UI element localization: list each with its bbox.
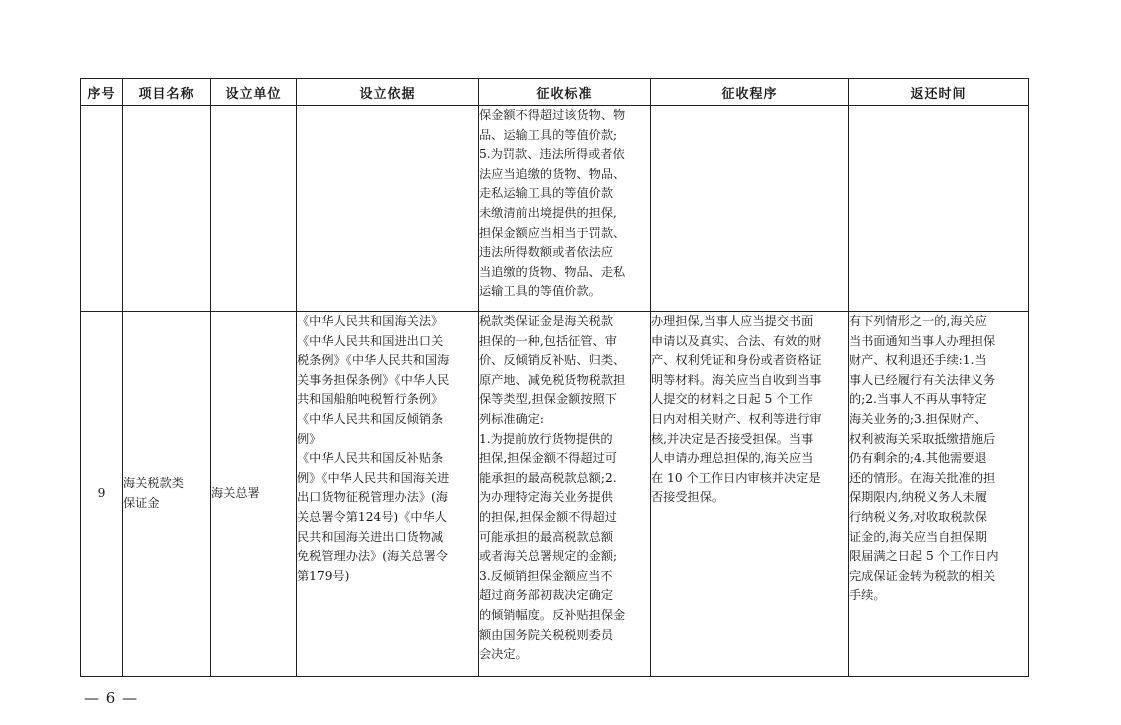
cell-legal-basis bbox=[297, 106, 479, 312]
header-return-time: 返还时间 bbox=[849, 79, 1029, 106]
header-item-name: 项目名称 bbox=[123, 79, 211, 106]
cell-collection-standard: 税款类保证金是海关税款 担保的一种,包括征管、审 价、反倾销反补贴、归类、 原产地、减免税货物税款担 保等类型,担保金额按照下 列标准确定: 1.为提前放行货物提供的 担保,担保金额不得超过可 能承担的最高税款总额;2. 为办理特定海关业务提供 的担保,担保金额不得超过 可能承担的最高税款总额 或者海关总署规定的金额; 3.反倾销担保金额应当不 超过商务部初裁决定确定 的倾销幅度。反补贴担保金 额由国务院关税税则委员 会决定。 bbox=[479, 312, 651, 677]
cell-item-name bbox=[123, 106, 211, 312]
cell-item-name: 海关税款类 保证金 bbox=[123, 312, 211, 677]
fee-table bbox=[80, 78, 1029, 677]
header-issuing-unit: 设立单位 bbox=[211, 79, 297, 106]
header-legal-basis: 设立依据 bbox=[297, 79, 479, 106]
header-collection-procedure: 征收程序 bbox=[651, 79, 849, 106]
cell-collection-procedure: 办理担保,当事人应当提交书面 申请以及真实、合法、有效的财 产、权利凭证和身份或者资格证 明等材料。海关应当自收到当事 人提交的材料之日起 5 个工作 日内对相关财产、权利等进行审 核,并决定是否接受担保。当事 人申请办理总担保的,海关应当 在 10 个工作日内审核并决定是 否接受担保。 bbox=[651, 312, 849, 677]
cell-serial bbox=[81, 106, 123, 312]
table-row bbox=[81, 106, 1029, 312]
header-row bbox=[81, 79, 1029, 106]
cell-serial: 9 bbox=[81, 312, 123, 677]
cell-return-time bbox=[849, 106, 1029, 312]
header-serial: 序号 bbox=[81, 79, 123, 106]
cell-issuing-unit: 海关总署 bbox=[211, 312, 297, 677]
cell-issuing-unit bbox=[211, 106, 297, 312]
cell-return-time: 有下列情形之一的,海关应 当书面通知当事人办理担保 财产、权利退还手续:1.当 事人已经履行有关法律义务 的;2.当事人不再从事特定 海关业务的;3.担保财产、 权利被海关采取抵缴措施后 仍有剩余的;4.其他需要退 还的情形。在海关批准的担 保期限内,纳税义务人未履 行纳税义务,对收取税款保 证金的,海关应当自担保期 限届满之日起 5 个工作日内 完成保证金转为税款的相关 手续。 bbox=[849, 312, 1029, 677]
page-number: — 6 — bbox=[84, 689, 139, 707]
cell-collection-procedure bbox=[651, 106, 849, 312]
cell-legal-basis: 《中华人民共和国海关法》 《中华人民共和国进出口关 税条例》《中华人民共和国海 关事务担保条例》《中华人民 共和国船舶吨税暂行条例》 《中华人民共和国反倾销条 例》 《中华人民共和国反补贴条 例》《中华人民共和国海关进 出口货物征税管理办法》(海 关总署令第124号)《中华人 民共和国海关进出口货物减 免税管理办法》(海关总署令 第179号) bbox=[297, 312, 479, 677]
header-collection-standard: 征收标准 bbox=[479, 79, 651, 106]
cell-collection-standard: 保金额不得超过该货物、物 品、运输工具的等值价款; 5.为罚款、违法所得或者依 法应当追缴的货物、物品、 走私运输工具的等值价款 未缴清前出境提供的担保, 担保金额应当相当于罚款、 违法所得数额或者依法应 当追缴的货物、物品、走私 运输工具的等值价款。 bbox=[479, 106, 651, 312]
table-row bbox=[81, 312, 1029, 677]
